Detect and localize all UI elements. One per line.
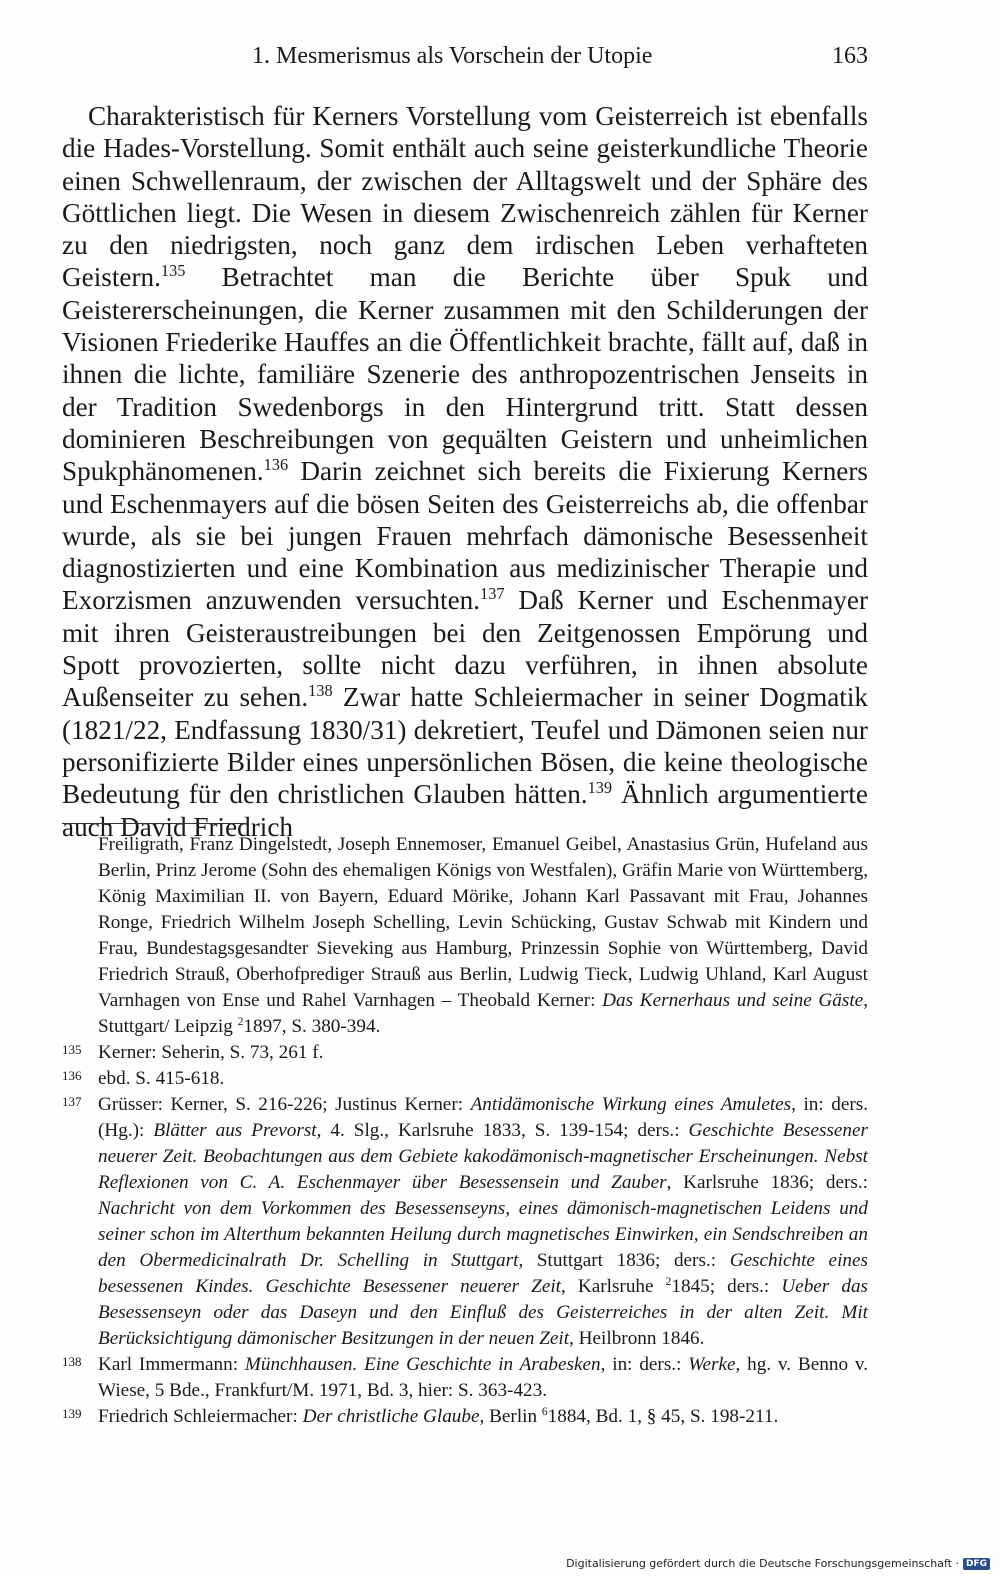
text-run: , Karlsruhe (561, 1276, 666, 1297)
text-run: , 4. Slg., Karlsruhe 1833, S. 139-154; ders.: (316, 1120, 689, 1141)
footnote-separator (62, 823, 248, 824)
footnote-139 (62, 1404, 868, 1430)
text-run: , Stuttgart/ Leipzig (98, 990, 868, 1037)
text-run: , in: ders.: (600, 1354, 689, 1375)
footnote-number: 138 (62, 1354, 82, 1369)
text-run: Charakteristisch für Kerners Vorstellung vom Geisterreich ist ebenfalls die Hades-Vorstellung. Somit enthält auch seine geisterkundliche Theorie einen Schwellenraum, der zwischen der Alltagswelt und der Sphäre des Göttlichen liegt. Die Wesen in diesem Zwischenreich zählen für Kerner zu den niedrigsten, noch ganz dem irdischen Leben verhafteten Geistern. (62, 101, 868, 293)
text-run: , Karlsruhe 1836; ders.: (666, 1172, 868, 1193)
text-run: 1845; ders.: (671, 1276, 782, 1297)
footnote-reference: 135 (160, 261, 186, 281)
italic-title: Werke (688, 1354, 736, 1375)
digitization-footer (566, 1557, 990, 1570)
text-run: , in: ders. (Hg.): (98, 1094, 868, 1141)
text-run: Zwar hatte Schleiermacher in seiner Dogmatik (1821/22, Endfassung 1830/31) dekretiert, Teufel und Dämonen seien nur personifizierte Bilder eines unpersönlichen Bösen, die keine theologische Bedeutung für den christlichen Glauben hätten. (62, 682, 868, 810)
page-header (62, 38, 868, 74)
text-run: , hg. v. Benno v. Wiese, 5 Bde., Frankfurt/M. 1971, Bd. 3, hier: S. 363-423. (98, 1354, 869, 1401)
italic-title: Blätter aus Prevorst (153, 1120, 317, 1141)
italic-title: Das Kernerhaus und seine Gäste (602, 990, 864, 1011)
text-run: 1897, S. 380-394. (243, 1016, 381, 1037)
running-title: 1. Mesmerismus als Vorschein der Utopie (252, 43, 653, 69)
text-run: Kerner: Seherin, S. 73, 261 f. (98, 1042, 324, 1063)
text-run: Darin zeichnet sich bereits die Fixierung Kerners und Eschenmayers auf die bösen Seiten des Geisterreichs ab, die offenbar wurde, als sie bei jungen Frauen mehrfach dämonische Besessenheit diagnostizierten und eine Kombination aus medizinischer Therapie und Exorzismen anzuwenden versuchten. (62, 456, 868, 616)
text-run: Freiligrath, Franz Dingelstedt, Joseph Ennemoser, Emanuel Geibel, Anastasius Grün, Hufeland aus Berlin, Prinz Jerome (Sohn des ehemaligen Königs von Westfalen), Gräfin Marie von Württemberg, König Maximilian II. von Bayern, Eduard Mörike, Johann Karl Passavant mit Frau, Johannes Ronge, Friedrich Wilhelm Joseph Schelling, Levin Schücking, Gustav Schwab mit Kindern und Frau, Bundestagsgesandter Sieveking aus Hamburg, Prinzessin Sophie von Württemberg, David Friedrich Strauß, Oberhofprediger Strauß aus Berlin, Ludwig Tieck, Ludwig Uhland, Karl August Varnhagen von Ense und Rahel Varnhagen – Theobald Kerner: (98, 834, 868, 1011)
footnote-number: 135 (62, 1042, 82, 1057)
footnote-number: 139 (62, 1406, 82, 1421)
page-number: 163 (832, 43, 868, 69)
footnote-reference: 136 (263, 455, 289, 475)
text-run: ebd. S. 415-618. (98, 1068, 225, 1089)
footnote-136 (62, 1066, 868, 1092)
footnotes (62, 832, 868, 1430)
footnote-list (62, 1040, 868, 1430)
text-run: Ähnlich argumentierte auch David Friedrich (62, 779, 868, 842)
text-run: 1884, Bd. 1, § 45, S. 198-211. (547, 1406, 779, 1427)
footnote-reference: 2 (237, 1015, 244, 1028)
italic-title: Antidämonische Wirkung eines Amuletes (470, 1094, 792, 1115)
footnote-reference: 2 (665, 1275, 672, 1288)
text-run: , Stuttgart 1836; ders.: (518, 1250, 730, 1271)
footnote-138 (62, 1352, 868, 1404)
italic-title: Nachricht von dem Vorkommen des Besessenseyns, eines dämonisch-magnetischen Leidens und seiner schon im Alterthum bekannten Heilung durch magnetisches Einwirken, ein Sendschreiben an den Obermedicinalrath Dr. Schelling in Stuttgart (98, 1198, 868, 1271)
footnote-continuation (62, 832, 868, 1040)
text-run: Daß Kerner und Eschenmayer mit ihren Geisteraustreibungen bei den Zeitgenossen Empörung und Spott provozierten, sollte nicht dazu verführen, in ihnen absolute Außenseiter zu sehen. (62, 585, 868, 713)
text-run: Betrachtet man die Berichte über Spuk und Geistererscheinungen, die Kerner zusammen mit den Schilderungen der Visionen Friederike Hauffes an die Öffentlichkeit brachte, fällt auf, daß in ihnen die lichte, familiäre Szenerie des anthropozentrischen Jenseits in der Tradition Swedenborgs in den Hintergrund tritt. Statt dessen dominieren Beschreibungen von gequälten Geistern und unheimlichen Spukphänomenen. (62, 262, 868, 487)
italic-title: Ueber das Besessenseyn oder das Daseyn und den Einfluß des Geisterreiches in der alten Zeit. Mit Berücksichtigung dämonischer Besitzungen in der neuen Zeit (98, 1276, 869, 1349)
dfg-logo: DFG (963, 1558, 990, 1570)
footnote-135 (62, 1040, 868, 1066)
footnote-137 (62, 1092, 868, 1352)
text-run: Grüsser: Kerner, S. 216-226; Justinus Kerner: (98, 1094, 471, 1115)
text-run: Karl Immermann: (98, 1354, 245, 1375)
footnote-reference: 6 (541, 1405, 548, 1418)
text-run: Friedrich Schleiermacher: (98, 1406, 303, 1427)
text-run: , Berlin (479, 1406, 542, 1427)
footnote-number: 136 (62, 1068, 82, 1083)
italic-title: Der christliche Glaube (302, 1406, 480, 1427)
footnote-reference: 139 (587, 778, 613, 798)
text-run: , Heilbronn 1846. (569, 1328, 705, 1349)
footer-text: Digitalisierung gefördert durch die Deutsche Forschungsgemeinschaft · (566, 1557, 959, 1570)
footnote-reference: 138 (308, 681, 333, 701)
main-text-paragraph (62, 100, 868, 843)
italic-title: Geschichte Besessener neuerer Zeit. Beobachtungen aus dem Gebiete kakodämonisch-magnetischer Erscheinungen. Nebst Reflexionen von C. A. Eschenmayer über Besessensein und Zauber (98, 1120, 868, 1193)
footnote-reference: 137 (480, 584, 505, 604)
italic-title: Geschichte eines besessenen Kindes. Geschichte Besessener neuerer Zeit (98, 1250, 868, 1297)
footnote-number: 137 (62, 1094, 82, 1109)
italic-title: Münchhausen. Eine Geschichte in Arabesken (244, 1354, 601, 1375)
